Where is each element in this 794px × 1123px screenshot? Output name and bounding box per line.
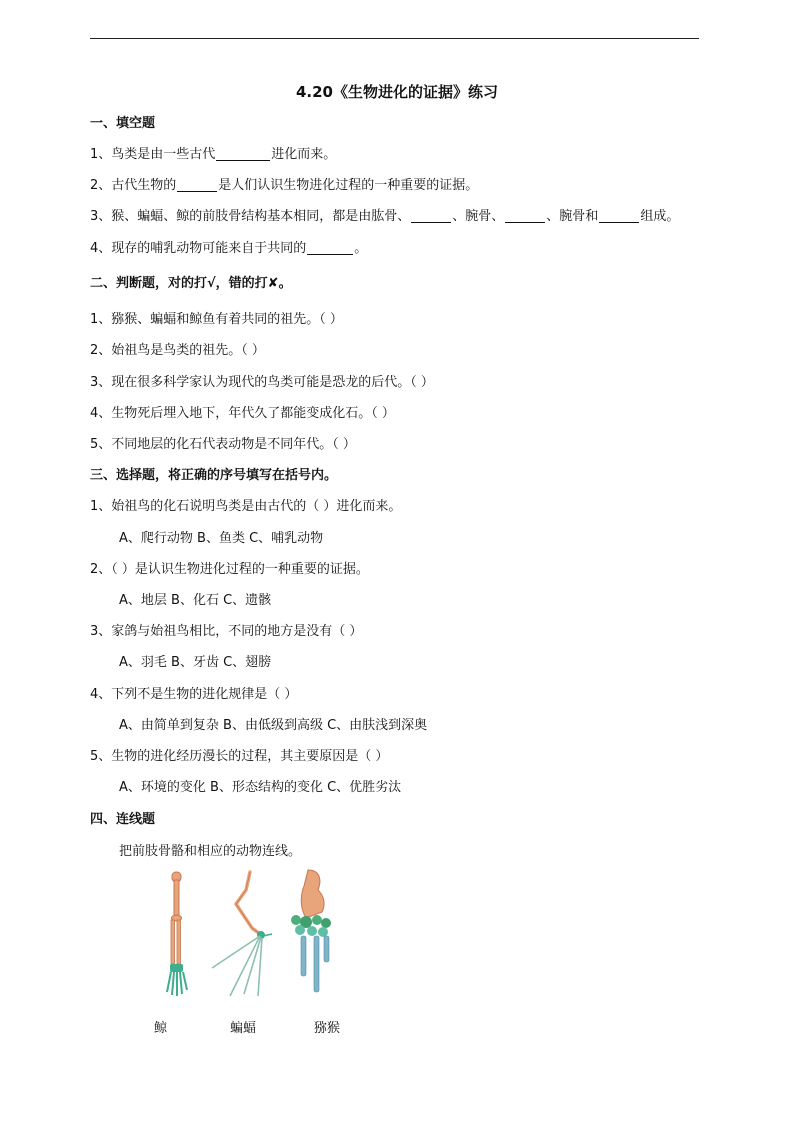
choice-question: 2、（ ）是认识生物进化过程的一种重要的证据。 (90, 562, 369, 577)
judge-item: 4、生物死后埋入地下，年代久了都能变成化石。（ ） (90, 406, 395, 421)
section1-heading: 一、填空题 (90, 116, 156, 131)
judge-item: 5、不同地层的化石代表动物是不同年代。（ ） (90, 437, 356, 452)
animal-label-macaque[interactable]: 猕猴 (314, 1021, 341, 1036)
fill-question-4: 4、现存的哺乳动物可能来自于共同的 。 (90, 241, 368, 256)
fill-question-1: 1、鸟类是由一些古代 进化而来。 (90, 147, 337, 162)
judge-item: 1、猕猴、蝙蝠和鲸鱼有着共同的祖先。（ ） (90, 312, 343, 327)
choice-question: 5、生物的进化经历漫长的过程，其主要原因是（ ） (90, 749, 389, 764)
choice-question: 3、家鸽与始祖鸟相比，不同的地方是没有（ ） (90, 624, 363, 639)
choice-options: A、地层 B、化石 C、遗骸 (119, 593, 272, 608)
answer-blank[interactable] (411, 208, 451, 223)
choice-options: A、羽毛 B、牙齿 C、翅膀 (119, 655, 272, 670)
choice-question: 4、下列不是生物的进化规律是（ ） (90, 687, 298, 702)
choice-question: 1、始祖鸟的化石说明鸟类是由古代的（ ）进化而来。 (90, 499, 402, 514)
choice-options: A、由简单到复杂 B、由低级到高级 C、由肤浅到深奥 (119, 718, 428, 733)
choice-options: A、爬行动物 B、鱼类 C、哺乳动物 (119, 531, 324, 546)
answer-blank[interactable] (599, 208, 639, 223)
bat-forelimb-bone[interactable] (212, 872, 272, 996)
section2-heading: 二、判断题，对的打√，错的打✘。 (90, 276, 292, 291)
choice-options: A、环境的变化 B、形态结构的变化 C、优胜劣汰 (119, 780, 402, 795)
animal-label-bat[interactable]: 蝙蝠 (230, 1021, 257, 1036)
forelimb-bones-illustration (150, 868, 360, 1008)
answer-blank[interactable] (216, 146, 270, 161)
answer-blank[interactable] (307, 240, 353, 255)
answer-blank[interactable] (177, 177, 217, 192)
judge-item: 2、始祖鸟是鸟类的祖先。（ ） (90, 343, 265, 358)
fill-question-3: 3、猴、蝙蝠、鲸的前肢骨结构基本相同，都是由肱骨、 、腕骨、 、腕骨和 组成。 (90, 209, 680, 224)
matching-instruction: 把前肢骨骼和相应的动物连线。 (119, 844, 302, 859)
section4-heading: 四、连线题 (90, 812, 156, 827)
judge-item: 3、现在很多科学家认为现代的鸟类可能是恐龙的后代。（ ） (90, 375, 434, 390)
section3-heading: 三、选择题，将正确的序号填写在括号内。 (90, 468, 338, 483)
macaque-forelimb-bone[interactable] (291, 870, 331, 992)
header-rule (90, 38, 699, 39)
answer-blank[interactable] (505, 208, 545, 223)
fill-question-2: 2、古代生物的 是人们认识生物进化过程的一种重要的证据。 (90, 178, 479, 193)
page-title: 4.20《生物进化的证据》练习 (295, 83, 498, 101)
whale-forelimb-bone[interactable] (167, 872, 187, 996)
animal-label-whale[interactable]: 鲸 (154, 1021, 168, 1036)
